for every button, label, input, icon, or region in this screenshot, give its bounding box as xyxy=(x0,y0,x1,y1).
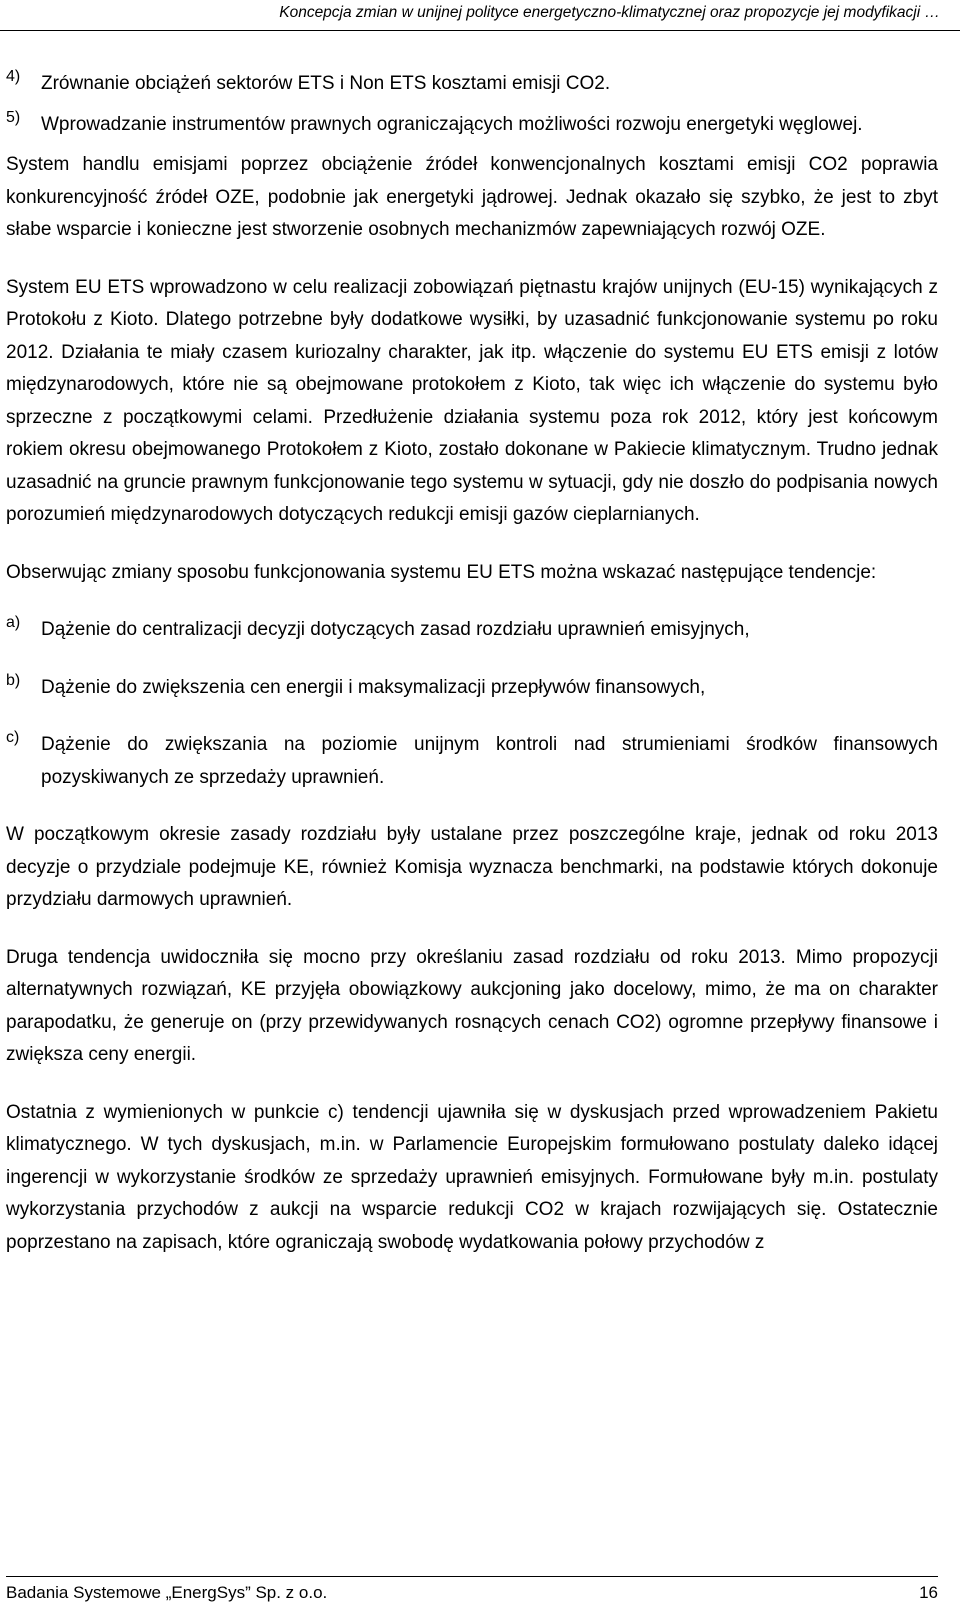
paragraph-ets-oze: System handlu emisjami poprzez obciążenie źródeł konwencjonalnych kosztami emisji CO2 poprawia konkurencyjność źródeł OZE, podobnie jak energetyki jądrowej. Jednak okazało się szybko, że jest to zbyt słabe wsparcie i konieczne jest stworzenie osobnych mechanizmów zapewniających rozwój OZE. xyxy=(6,154,938,240)
list-text: Dążenie do centralizacji decyzji dotyczących zasad rozdziału uprawnień emisyjnych, xyxy=(41,619,750,640)
page-number: 16 xyxy=(919,1583,938,1602)
running-header xyxy=(0,0,960,31)
list-item-4 xyxy=(6,68,938,101)
footer-company: Badania Systemowe „EnergSys” Sp. z o.o. xyxy=(6,1583,328,1602)
list-letter: a) xyxy=(6,614,21,631)
header-title: Koncepcja zmian w unijnej polityce energetyczno-klimatycznej oraz propozycje jej modyfikacji … xyxy=(279,4,940,21)
list-letter: b) xyxy=(6,671,21,689)
list-item-5 xyxy=(6,109,938,142)
list-letter: c) xyxy=(6,729,20,746)
list-text: Wprowadzanie instrumentów prawnych ograniczających możliwości rozwoju energetyki węglowej. xyxy=(41,113,863,135)
list-text: Dążenie do zwiększenia cen energii i maksymalizacji przepływów finansowych, xyxy=(41,676,706,698)
list-text: Zrównanie obciążeń sektorów ETS i Non ETS kosztami emisji CO2. xyxy=(41,73,611,94)
paragraph-auctioning: Druga tendencja uwidoczniła się mocno przy określaniu zasad rozdziału od roku 2013. Mimo propozycji alternatywnych rozwiązań, KE przyjęła obowiązkowy aukcjoning jako docelowy, mimo, że ma on charakter parapodatku, że generuje on (przy przewidywanych rosnących cenach CO2) ogromne przepływy finansowe i zwiększa ceny energii. xyxy=(6,946,938,1065)
list-text: Dążenie do zwiększania na poziomie unijnym kontroli nad strumieniami środków finansowych pozyskiwanych ze sprzedaży uprawnień. xyxy=(41,734,938,788)
page-footer xyxy=(6,1576,938,1608)
list-number: 4) xyxy=(6,68,21,85)
list-number: 5) xyxy=(6,108,21,126)
paragraph-eu-ets-kioto: System EU ETS wprowadzono w celu realizacji zobowiązań piętnastu krajów unijnych (EU-15) wynikających z Protokołu z Kioto. Dlatego potrzebne były dodatkowe wysiłki, by uzasadnić funkcjonowanie systemu po roku 2012. Działania te miały czasem kuriozalny charakter, jak itp. włączenie do systemu EU ETS emisji z lotów międzynarodowych, które nie są obejmowane protokołem z Kioto, tak więc ich włączenie do systemu było sprzeczne z początkowymi celami. Przedłużenie działania systemu poza rok 2012, który jest końcowym rokiem okresu obejmowanego Protokołem z Kioto, zostało dokonane w Pakiecie klimatycznym. Trudno jednak uzasadnić na gruncie prawnym funkcjonowanie tego systemu w sytuacji, gdy nie doszło do podpisania nowych porozumień międzynarodowych dotyczących redukcji emisji gazów cieplarnianych. xyxy=(6,276,938,525)
paragraph-allocation-rules: W początkowym okresie zasady rozdziału były ustalane przez poszczególne kraje, jednak od roku 2013 decyzje o przydziale podejmuje KE, również Komisja wyznacza benchmarki, na podstawie których dokonuje przydziału darmowych uprawnień. xyxy=(6,824,938,910)
paragraph-revenue-use: Ostatnia z wymienionych w punkcie c) tendencji ujawniła się w dyskusjach przed wprowadzeniem Pakietu klimatycznego. W tych dyskusjach, m.in. w Parlamencie Europejskim formułowano postulaty daleko idącej ingerencji w wykorzystanie środków ze sprzedaży uprawnień emisyjnych. Formułowane były m.in. postulaty wykorzystania przychodów z aukcji na wsparcie redukcji CO2 w krajach rozwijających się. Ostatecznie poprzestano na zapisach, które ograniczają swobodę wydatkowania połowy przychodów z xyxy=(6,1101,938,1253)
page-body xyxy=(6,68,938,1259)
paragraph-tendencies-intro: Obserwując zmiany sposobu funkcjonowania systemu EU ETS można wskazać następujące tendencje: xyxy=(6,561,877,583)
tendency-b xyxy=(6,672,938,705)
tendency-a xyxy=(6,614,938,647)
tendency-c xyxy=(6,729,938,794)
